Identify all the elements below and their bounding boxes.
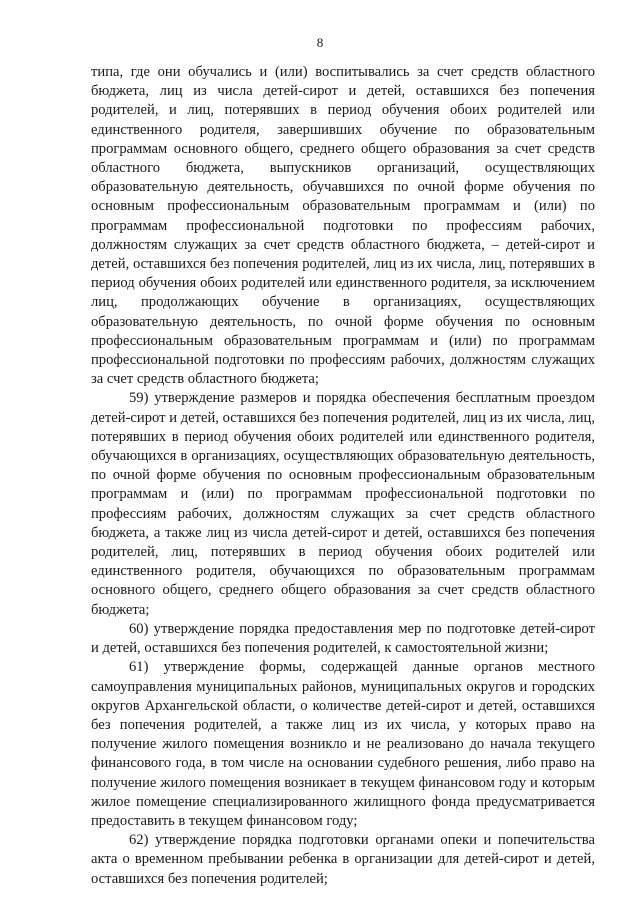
paragraph-item-59: 59) утверждение размеров и порядка обеспечения бесплатным проездом детей-сирот и детей, оставшихся без попечения родителей, лиц из их числа, лиц, потерявших в период обучения обоих родителей или единственного родителя, обучающихся в организациях, осуществляющих образовательную деятельность, по очной форме обучения по основным профессиональным образовательным программам и (или) по программам профессиональной подготовки по профессиям рабочих, должностям служащих за счет средств областного бюджета, а также лиц из числа детей-сирот и детей, оставшихся без попечения родителей, лиц, потерявших в период обучения обоих родителей или единственного родителя, обучающихся по образовательным программам основного общего, среднего общего образования за счет средств областного бюджета; — [91, 390, 595, 618]
page-number: 8 — [316, 35, 324, 50]
document-body — [91, 63, 595, 889]
paragraph-item-62: 62) утверждение порядка подготовки органами опеки и попечительства акта о временном пребывании ребенка в организации для детей-сирот и детей, оставшихся без попечения родителей; — [91, 832, 595, 887]
paragraph-item-61: 61) утверждение формы, содержащей данные органов местного самоуправления муниципальных районов, муниципальных округов и городских округов Архангельской области, о количестве детей-сирот и детей, оставшихся без попечения родителей, а также лиц из их числа, у которых право на получение жилого помещения возникло и не реализовано до начала текущего финансового года, в том числе на основании судебного решения, либо право на получение жилого помещения возникает в текущем финансовом году и которым жилое помещение специализированного жилищного фонда предусматривается предоставить в текущем финансовом году; — [91, 659, 595, 829]
paragraph-item-60: 60) утверждение порядка предоставления мер по подготовке детей-сирот и детей, оставшихся без попечения родителей, к самостоятельной жизни; — [91, 620, 595, 657]
paragraph-continuation: типа, где они обучались и (или) воспитывались за счет средств областного бюджета, лиц из числа детей-сирот и детей, оставшихся без попечения родителей, и лиц, потерявших в период обучения обоих родителей или единственного родителя, завершивших обучение по образовательным программам основного общего, среднего общего образования за счет средств областного бюджета, выпускников организаций, осуществляющих образовательную деятельность, обучавшихся по очной форме обучения по основным профессиональным образовательным программам и (или) по программам профессиональной подготовки по профессиям рабочих, должностям служащих за счет средств областного бюджета, – детей-сирот и детей, оставшихся без попечения родителей, лиц из их числа, лиц, потерявших в период обучения обоих родителей или единственного родителя, за исключением лиц, продолжающих обучение в организациях, осуществляющих образовательную деятельность, по очной форме обучения по основным профессиональным образовательным программам и (или) по программам профессиональной подготовки по профессиям рабочих, должностям служащих за счет средств областного бюджета; — [91, 64, 595, 388]
